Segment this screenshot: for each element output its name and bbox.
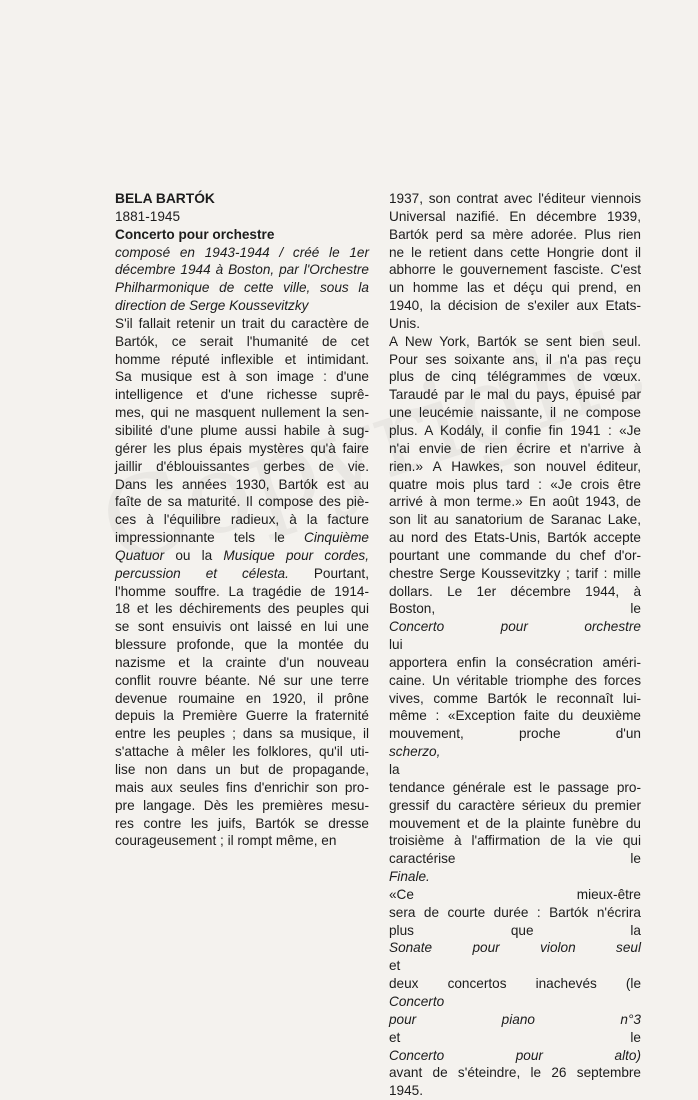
text-segment: lui: [389, 637, 403, 653]
text-segment: Concerto pour orchestre: [389, 619, 641, 635]
text-line: [115, 565, 369, 583]
text-line: [115, 333, 369, 351]
text-segment: Sa musique est à son image : d'une: [115, 369, 369, 385]
text-segment: et: [389, 958, 401, 974]
biography-paragraph-2: [389, 190, 641, 333]
text-segment: mouvement, proche d'un: [389, 726, 641, 742]
text-line: [389, 565, 641, 583]
text-segment: arrivé à mon terme.» En août 1943, de: [389, 494, 641, 510]
text-segment: homme réputé inflexible et intimidant.: [115, 351, 369, 367]
text-line: [389, 797, 641, 815]
text-line: [389, 672, 641, 690]
text-line: [389, 583, 641, 601]
text-line: [389, 351, 641, 369]
biography-paragraph-1: [115, 315, 369, 850]
text-line: [115, 618, 369, 636]
text-segment: res contre les juifs, Bartók se dresse: [115, 815, 369, 831]
text-line: [115, 368, 369, 386]
text-segment: plus de cinq télégrammes de vœux.: [389, 369, 641, 385]
text-segment: Quatuor: [115, 547, 165, 563]
text-segment: mais aux seules fins d'enrichir son pro-: [115, 779, 369, 795]
text-segment: depuis la Première Guerre la fraternité: [115, 708, 369, 724]
text-segment: mouvement et de la plainte funèbre du: [389, 815, 641, 831]
text-line: [389, 244, 641, 262]
text-segment: faîte de sa maturité. Il compose des piè-: [115, 494, 369, 510]
text-line: [389, 600, 641, 654]
text-segment: entre les peuples ; dans sa musique, il: [115, 726, 369, 742]
text-line: [115, 315, 369, 333]
text-segment: Concerto: [389, 993, 445, 1009]
text-segment: la: [389, 762, 400, 777]
text-segment: Pourtant,: [288, 565, 369, 581]
text-segment: pour piano n°3: [389, 1011, 641, 1027]
text-segment: s'attache à mêler les folklores, qu'il uti-: [115, 744, 369, 760]
text-segment: apportera enfin la consécration améri-: [389, 654, 641, 670]
text-segment: Boston, le: [389, 601, 641, 617]
text-segment: intelligence et d'une richesse suprê-: [115, 387, 369, 403]
text-segment: plus. A Kodály, il confie fin 1941 : «Je: [389, 422, 641, 438]
text-segment: S'il fallait retenir un trait du caractère de: [115, 315, 369, 331]
text-line: [115, 422, 369, 440]
text-line: [115, 743, 369, 761]
text-line: [115, 797, 369, 815]
text-line: [389, 190, 641, 208]
text-line: [389, 493, 641, 511]
text-segment: gressif du caractère sérieux du premier: [389, 797, 641, 813]
text-line: [115, 458, 369, 476]
work-details: composé en 1943-1944 / créé le 1er décembre 1944 à Boston, par l'Orchestre Philharmonique de cette ville, sous la direction de Serge Koussevitzky: [115, 244, 369, 314]
text-segment: dollars. Le 1er décembre 1944, à: [389, 583, 641, 599]
text-segment: et le: [389, 1029, 641, 1045]
text-line: [389, 654, 641, 672]
text-line: [389, 368, 641, 386]
text-segment: son lit au sanatorium de Saranac Lake,: [389, 512, 641, 528]
text-segment: 1937, son contrat avec l'éditeur viennois: [389, 191, 641, 206]
text-segment: Pour ses soixante ans, il n'a pas reçu: [389, 351, 641, 367]
text-line: [115, 707, 369, 725]
text-line: [115, 725, 369, 743]
text-segment: l'homme souffre. La tragédie de 1914-: [115, 583, 369, 599]
text-line: [115, 511, 369, 529]
text-line: [115, 386, 369, 404]
text-segment: impressionnante tels le: [115, 530, 305, 546]
text-segment: lise non dans un but de propagande,: [115, 762, 369, 777]
text-segment: Dans les années 1930, Bartók est au: [115, 476, 369, 492]
text-line: [389, 458, 641, 476]
text-line: [389, 511, 641, 529]
composer-name: BELA BARTÓK: [115, 191, 215, 206]
text-line: [389, 404, 641, 422]
text-segment: ces à l'équilibre radieux, à la facture: [115, 512, 369, 528]
text-segment: Taraudé par le mal du pays, épuisé par: [389, 387, 641, 403]
biography-paragraph-3: [389, 333, 641, 1100]
text-segment: quatre mois plus tard : «Je crois être: [389, 476, 641, 492]
text-segment: 1940, la décision de s'exiler aux Etats-: [389, 298, 641, 314]
composer-dates: 1881-1945: [115, 208, 181, 224]
text-line: [389, 226, 641, 244]
text-line: [115, 761, 369, 779]
text-segment: se sont ensuivis ont laissé en lui une: [115, 619, 369, 635]
text-segment: percussion et célesta.: [115, 565, 289, 581]
text-line: [115, 547, 369, 565]
text-line: [389, 850, 641, 904]
text-segment: deux concertos inachevés (le: [389, 976, 641, 992]
text-line: [389, 261, 641, 279]
text-line: [389, 1064, 641, 1100]
text-line: [389, 476, 641, 494]
right-column: [389, 190, 641, 1100]
text-line: [115, 654, 369, 672]
text-line: [389, 279, 641, 297]
text-segment: mes, qui ne masquent nullement la sen-: [115, 405, 369, 421]
text-segment: nazisme et la crainte d'un nouveau: [115, 654, 369, 670]
text-line: [389, 725, 641, 779]
text-segment: scherzo,: [389, 744, 441, 760]
text-line: [389, 440, 641, 458]
text-line: [389, 1011, 641, 1065]
text-line: [115, 779, 369, 797]
text-line: [389, 529, 641, 547]
text-line: [115, 351, 369, 369]
text-segment: un homme las et déçu qui prend, en: [389, 280, 641, 296]
text-segment: n'ai envie de rien écrire et n'arrive à: [389, 440, 641, 456]
text-line: [389, 779, 641, 797]
text-segment: sera de courte durée : Bartók n'écrira: [389, 904, 641, 920]
text-segment: Universal nazifié. En décembre 1939,: [389, 208, 641, 224]
text-segment: Bartók, ce serait l'humanité de cet: [115, 333, 369, 349]
text-line: [115, 404, 369, 422]
text-segment: au nord des Etats-Unis, Bartók accepte: [389, 530, 641, 546]
text-line: [389, 297, 641, 315]
text-line: [115, 600, 369, 618]
text-segment: caine. Un véritable triomphe des forces: [389, 672, 641, 688]
text-segment: abhorre le gouvernement fasciste. C'est: [389, 262, 641, 278]
text-segment: tendance générale est le passage pro-: [389, 779, 641, 795]
text-segment: ou la: [164, 547, 224, 563]
text-segment: une leucémie naissante, il ne compose: [389, 405, 641, 421]
text-line: [389, 422, 641, 440]
text-segment: rien.» A Hawkes, son nouvel éditeur,: [389, 458, 641, 474]
text-line: [389, 333, 641, 351]
text-segment: 18 et les déchirements des peuples qui: [115, 601, 369, 617]
text-line: [389, 315, 641, 333]
text-segment: Musique pour cordes,: [223, 547, 369, 563]
text-segment: plus que la: [389, 922, 641, 938]
text-line: [389, 975, 641, 1011]
text-segment: blessure profonde, que la montée du: [115, 637, 369, 653]
text-segment: Cinquième: [304, 530, 369, 546]
text-line: [389, 547, 641, 565]
text-line: [115, 832, 369, 850]
text-line: [389, 815, 641, 833]
text-segment: Bartók perd sa mère adorée. Plus rien: [389, 226, 641, 242]
text-segment: Sonate pour violon seul: [389, 940, 641, 956]
text-line: [115, 493, 369, 511]
text-line: [389, 386, 641, 404]
text-segment: Concerto pour alto): [389, 1047, 641, 1063]
text-segment: gérer les plus épais mystères qu'à faire: [115, 440, 369, 456]
text-line: [115, 476, 369, 494]
left-column: [115, 190, 369, 850]
text-line: [389, 208, 641, 226]
text-segment: ne le retient dans cette Hongrie dont il: [389, 244, 641, 260]
text-segment: Unis.: [389, 315, 420, 331]
text-segment: vives, comme Bartók le reconnaît lui-: [389, 690, 641, 706]
text-line: [115, 529, 369, 547]
text-line: [389, 707, 641, 725]
text-segment: troisième à l'affirmation de la vie qui: [389, 833, 641, 849]
text-segment: conflit rouvre béante. Né sur une terre: [115, 672, 369, 688]
text-line: [115, 440, 369, 458]
text-line: [389, 690, 641, 708]
work-title: Concerto pour orchestre: [115, 226, 275, 242]
text-segment: jaillir d'éblouissantes gerbes de vie.: [115, 458, 369, 474]
text-line: [115, 636, 369, 654]
text-segment: «Ce mieux-être: [389, 886, 641, 902]
text-segment: pre langage. Dès les premières mesu-: [115, 797, 369, 813]
text-line: [115, 690, 369, 708]
text-line: [389, 922, 641, 976]
text-segment: caractérise le: [389, 851, 641, 867]
text-segment: même : «Exception faite du deuxième: [389, 708, 641, 724]
text-line: [389, 832, 641, 850]
text-line: [115, 815, 369, 833]
text-segment: devenue roumaine en 1920, il prône: [115, 690, 369, 706]
text-segment: courageusement ; il rompt même, en: [115, 833, 337, 849]
text-line: [115, 672, 369, 690]
text-segment: A New York, Bartók se sent bien seul.: [389, 333, 641, 349]
text-segment: pourtant une commande du chef d'or-: [389, 547, 641, 563]
text-segment: sibilité d'une plume aussi habile à sug-: [115, 422, 369, 438]
text-segment: avant de s'éteindre, le 26 septembre 1945.: [389, 1065, 641, 1099]
text-line: [389, 904, 641, 922]
text-segment: Finale.: [389, 869, 430, 885]
text-line: [115, 583, 369, 601]
text-segment: chestre Serge Koussevitzky ; tarif : mille: [389, 565, 641, 581]
